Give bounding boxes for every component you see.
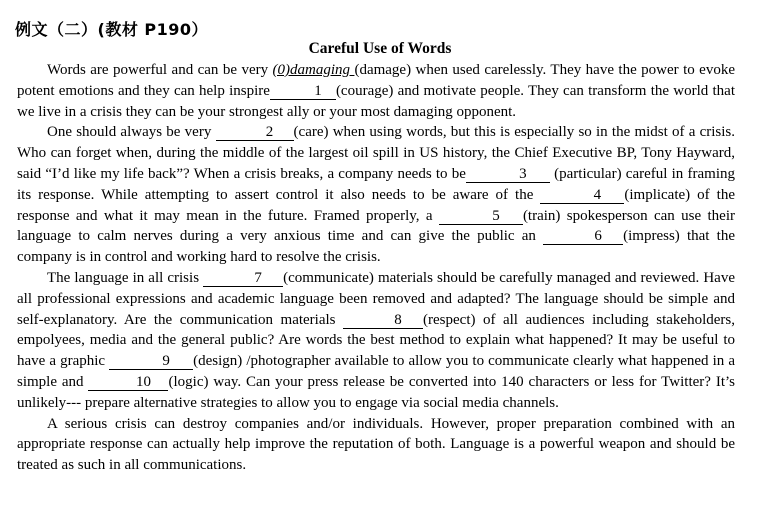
text-run: (train) spokesperson can use their language to calm nerves during a very anxious time and can give the public an	[17, 207, 735, 245]
text-run: Words are powerful and can be very	[47, 62, 273, 78]
text-run: (damage) when used carelessly. They have the power to evoke potent emotions and they can help inspire	[17, 62, 735, 99]
text-run: (respect) of all audiences including stakeholders, empolyees, media and the general public? Are words the best method to explain what happened? It may be useful to have a graphic	[17, 311, 735, 370]
paragraph-3	[17, 268, 735, 414]
text-run: (courage) and motivate people. They can transform the world that we live in a crisis they can be your strongest ally or your most damaging opponent.	[17, 82, 735, 120]
text-run: (care) when using words, but this is especially so in the midst of a crisis. Who can forget when, during the middle of the largest oil spill in US history, the Chief Executive BP, Tony Hayward, said “I’d like my life back”? When a crisis breaks, a company needs to be	[17, 124, 735, 182]
blank-1[interactable]: 1	[270, 84, 336, 100]
text-run: (particular) careful in framing its response. While attempting to assert control it also needs to be aware of the	[17, 165, 735, 203]
text-run: A serious crisis can destroy companies and/or individuals. However, proper preparation combined with an appropriate response can actually help improve the reputation of both. Language is a powerful weapon and should be treated as such in all communications.	[17, 415, 735, 474]
blank-6[interactable]: 6	[543, 229, 623, 245]
example-answer: (0)damaging	[272, 62, 355, 78]
text-run: (design) /photographer available to allow you to communicate clearly what happened in a simple and	[17, 353, 736, 390]
paragraph-2	[17, 122, 735, 268]
example-heading: 例文（二）(教材 P190）	[15, 20, 209, 39]
text-run: (impress) that the company is in control and working hard to resolve the crisis.	[17, 228, 735, 266]
passage-title: Careful Use of Words	[308, 40, 452, 57]
blank-3[interactable]: 3	[466, 167, 550, 183]
blank-9[interactable]: 9	[109, 354, 193, 370]
text-run: The language in all crisis	[47, 269, 204, 286]
blank-4[interactable]: 4	[540, 188, 624, 204]
text-run: (communicate) materials should be carefully managed and reviewed. Have all professional expressions and academic language been removed and adapted? The language should be simple and self-explanatory. Are the communication materials	[17, 269, 735, 328]
blank-2[interactable]: 2	[216, 125, 294, 141]
blank-8[interactable]: 8	[343, 313, 423, 329]
blank-7[interactable]: 7	[203, 271, 283, 287]
text-run: (logic) way. Can your press release be converted into 140 characters or less for Twitter? It’s unlikely--- prepare alternative strategies to allow you to engage via social media channels.	[17, 373, 736, 411]
text-run: One should always be very	[47, 124, 216, 141]
passage-body	[17, 60, 735, 476]
blank-10[interactable]: 10	[88, 375, 168, 391]
text-run: (implicate) of the response and what it may mean in the future. Framed properly, a	[17, 186, 735, 224]
paragraph-4	[17, 414, 735, 476]
blank-5[interactable]: 5	[439, 209, 523, 225]
paragraph-1	[17, 60, 735, 122]
